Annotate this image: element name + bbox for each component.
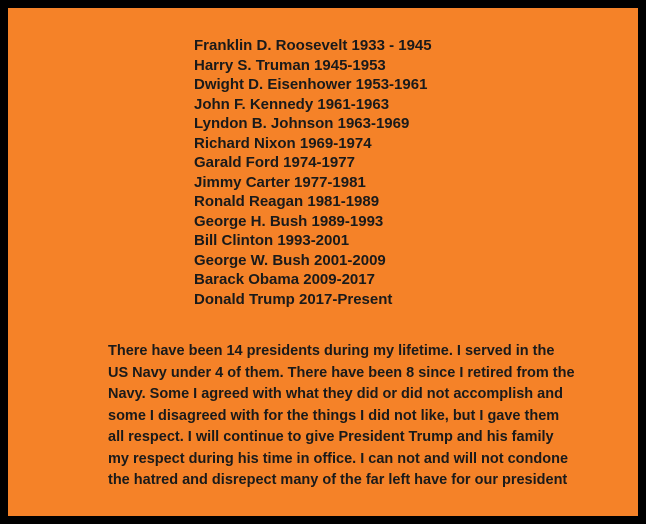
list-item: Richard Nixon 1969-1974 — [194, 134, 372, 152]
list-item: John F. Kennedy 1961-1963 — [194, 95, 390, 113]
document-canvas — [7, 7, 639, 517]
list-item: Harry S. Truman 1945-1953 — [194, 56, 386, 74]
list-item: Jimmy Carter 1977-1981 — [194, 173, 366, 191]
list-item: Lyndon B. Johnson 1963-1969 — [194, 115, 410, 132]
list-item: Bill Clinton 1993-2001 — [194, 232, 350, 249]
list-item: Franklin D. Roosevelt 1933 - 1945 — [194, 37, 432, 54]
list-item: George H. Bush 1989-1993 — [194, 212, 384, 230]
statement-paragraph: There have been 14 presidents during my lifetime. I served in the US Navy under 4 of them. There have been 8 since I retired from the Navy. Some I agreed with what they did or did not accomplish and some I disagreed with for the things I did not like, but I gave them all respect. I will continue to give President Trump and his family my respect during his time in office. I can not and will not condone the hatred and disrepect many of the far left have for our president — [108, 343, 575, 488]
president-list — [194, 36, 594, 309]
list-item: Garald Ford 1974-1977 — [194, 154, 355, 171]
list-item: Barack Obama 2009-2017 — [194, 271, 375, 288]
list-item: George W. Bush 2001-2009 — [194, 251, 386, 269]
list-item: Dwight D. Eisenhower 1953-1961 — [194, 76, 428, 93]
list-item: Ronald Reagan 1981-1989 — [194, 193, 380, 210]
list-item: Donald Trump 2017-Present — [194, 290, 393, 308]
statement-block — [108, 341, 578, 492]
